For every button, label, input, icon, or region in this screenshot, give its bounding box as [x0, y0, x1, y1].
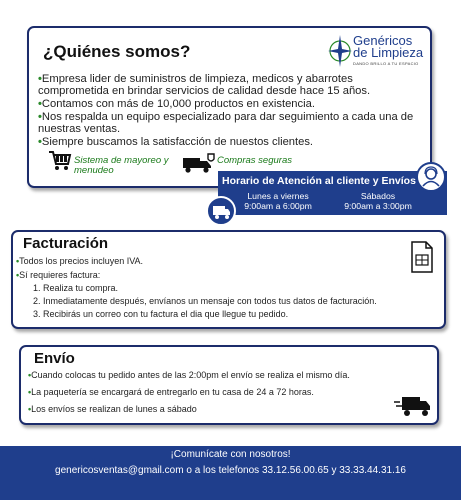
logo-line-2: de Limpieza: [353, 45, 424, 60]
about-title: ¿Quiénes somos?: [43, 42, 191, 61]
schedule-title: Horario de Atención al cliente y Envíos: [222, 175, 416, 187]
about-bullet-text: Empresa lider de suministros de limpieza, medicos y abarrotes comprometida en brindar servicios de calidad desde hace 15 años.: [38, 73, 371, 98]
shipping-bullet: •Cuando colocas tu pedido antes de las 2:00pm el envío se realiza el mismo día.: [28, 370, 350, 380]
feature-wholesale-label: Sistema de mayoreo y menudeo: [74, 155, 169, 176]
about-bullet: •Siempre buscamos la satisfacción de nuestos clientes.: [38, 136, 314, 148]
billing-card: [11, 230, 446, 329]
delivery-van-icon: [206, 196, 236, 226]
schedule-banner: [218, 171, 447, 215]
shopping-cart-icon: [48, 150, 72, 172]
billing-bullet: •Sí requieres factura:: [16, 270, 101, 280]
schedule-weekdays: [238, 191, 318, 211]
billing-title: Facturación: [23, 235, 109, 252]
brand-logo: [327, 32, 431, 70]
about-bullet: •Empresa lider de suministros de limpieza, medicos y abarrotes comprometida en brindar servicios de calidad desde hace 15 años.: [38, 73, 371, 98]
about-card: [27, 26, 432, 188]
billing-bullet-text: Todos los precios incluyen IVA.: [19, 256, 144, 266]
about-bullet-text: Siempre buscamos la satisfacción de nuestos clientes.: [41, 136, 314, 148]
weekdays-hours: 9:00am a 6:00pm: [244, 201, 312, 211]
saturday-label: Sábados: [360, 191, 396, 201]
shipping-title: Envío: [34, 350, 75, 367]
fast-delivery-truck-icon: [394, 394, 432, 418]
shipping-card: [19, 345, 439, 425]
billing-step: 2. Inmediatamente después, envíanos un mensaje con todos tus datos de facturación.: [33, 296, 377, 306]
about-bullet-text: Contamos con más de 10,000 productos en existencia.: [41, 98, 315, 110]
billing-bullet-text: Sí requieres factura:: [19, 270, 101, 280]
secure-truck-icon: [182, 152, 216, 176]
weekdays-label: Lunes a viernes: [247, 191, 309, 201]
shipping-bullet-text: La paquetería se encargará de entregarlo en tu casa de 24 a 72 horas.: [31, 387, 314, 397]
shipping-bullet-text: Cuando colocas tu pedido antes de las 2:00pm el envío se realiza el mismo día.: [31, 370, 350, 380]
shipping-bullet-text: Los envíos se realizan de lunes a sábado: [31, 404, 197, 414]
contact-footer: [0, 446, 461, 500]
billing-step: 1. Realiza tu compra.: [33, 283, 119, 293]
billing-bullet: •Todos los precios incluyen IVA.: [16, 256, 144, 266]
about-bullet-text: Nos respalda un equipo especializado para dar seguimiento a cada una de nuestras ventas.: [38, 111, 414, 136]
shipping-bullet: •Los envíos se realizan de lunes a sábado: [28, 404, 197, 414]
schedule-saturday: [338, 191, 418, 211]
invoice-icon: [410, 241, 434, 273]
billing-step: 3. Recibirás un correo con tu factura el dia que llegue tu pedido.: [33, 309, 289, 319]
sparkle-logo-icon: [327, 34, 353, 68]
logo-line-1: Genéricos: [353, 33, 413, 48]
about-bullet: •Contamos con más de 10,000 productos en existencia.: [38, 98, 315, 110]
footer-heading: ¡Comunícate con nosotros!: [170, 449, 291, 460]
logo-tagline: DANDO BRILLO A TU ESPACIO: [353, 61, 419, 66]
saturday-hours: 9:00am a 3:00pm: [344, 201, 412, 211]
customer-service-icon: [416, 162, 446, 192]
shipping-bullet: •La paquetería se encargará de entregarlo en tu casa de 24 a 72 horas.: [28, 387, 314, 397]
feature-secure-label: Compras seguras: [217, 155, 292, 166]
footer-contact: genericosventas@gmail.com o a los telefonos 33.12.56.00.65 y 33.33.44.31.16: [55, 465, 406, 476]
about-bullet: •Nos respalda un equipo especializado para dar seguimiento a cada una de nuestras ventas.: [38, 111, 414, 136]
